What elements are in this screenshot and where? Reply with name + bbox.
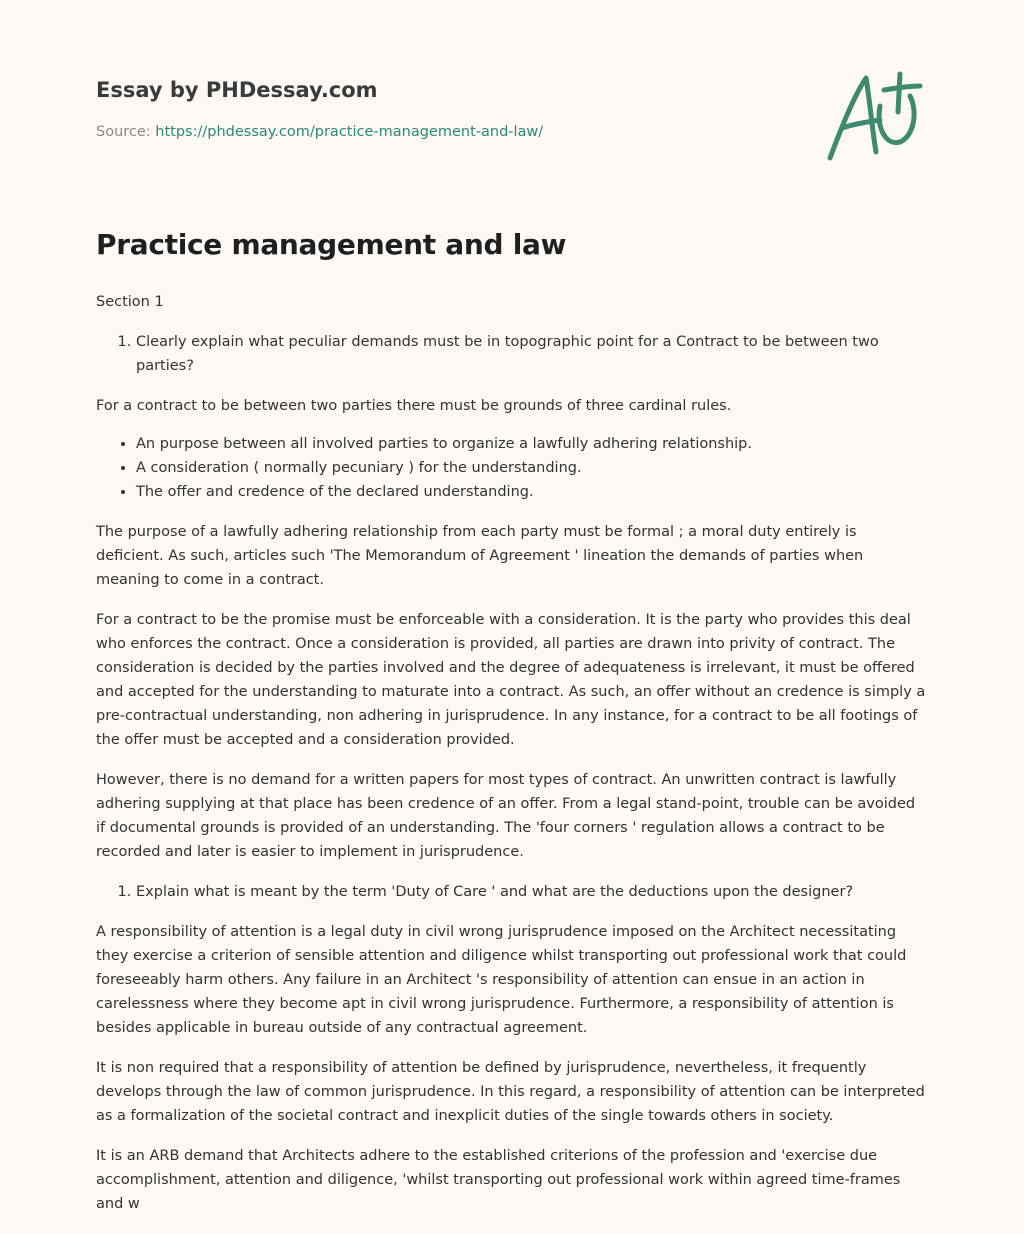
paragraph-7: It is an ARB demand that Architects adhere to the established criterions of the profession and 'exercise due accomplishment, attention and diligence, 'whilst transporting out professional work within agreed time-frames and w: [96, 1148, 901, 1212]
section-heading: Section 1: [96, 294, 164, 310]
list-item: • The offer and credence of the declared understanding.: [136, 480, 928, 504]
paragraph-4: However, there is no demand for a written papers for most types of contract. An unwritten contract is lawfully adhering supplying at that place has been credence of an offer. From a legal stand-point, trouble can be avoided if documental grounds is provided of an understanding. The 'four corners ' regulation allows a contract to be recorded and later is easier to implement in jurisprudence.: [96, 772, 916, 860]
question-1: 1. Clearly explain what peculiar demands must be in topographic point for a Contract to be between two parties?: [136, 330, 928, 378]
paragraph-3: For a contract to be the promise must be enforceable with a consideration. It is the party who provides this deal who enforces the contract. Once a consideration is provided, all parties are drawn into privity of contract. The consideration is decided by the parties involved and the degree of adequateness is irrelevant, it must be offered and accepted for the understanding to maturate into a contract. As such, an offer without an credence is simply a pre-contractual understanding, non adhering in jurisprudence. In any instance, for a contract to be all footings of the offer must be accepted and a consideration provided.: [96, 612, 926, 748]
list-item: • A consideration ( normally pecuniary ) for the understanding.: [136, 456, 928, 480]
question-2: 1. Explain what is meant by the term 'Duty of Care ' and what are the deductions upon the designer?: [136, 880, 928, 904]
source-line: [96, 124, 543, 140]
page-header: [96, 74, 543, 140]
paragraph-2: The purpose of a lawfully adhering relationship from each party must be formal ; a moral duty entirely is deficient. As such, articles such 'The Memorandum of Agreement ' lineation the demands of parties when meaning to come in a contract.: [96, 524, 864, 588]
paragraph-5: A responsibility of attention is a legal duty in civil wrong jurisprudence imposed on the Architect necessitating they exercise a criterion of sensible attention and diligence whilst transporting out professional work that could foreseeably harm others. Any failure in an Architect 's responsibility of attention can ensue in an action in carelessness where they become apt in civil wrong jurisprudence. Furthermore, a responsibility of attention is besides applicable in bureau outside of any contractual agreement.: [96, 924, 907, 1036]
paragraph-6: It is non required that a responsibility of attention be defined by jurisprudence, nevertheless, it frequently develops through the law of common jurisprudence. In this regard, a responsibility of attention can be interpreted as a formalization of the societal contract and inexplicit duties of the single towards others in society.: [96, 1060, 925, 1124]
article-body: [96, 224, 928, 1216]
source-link[interactable]: https://phdessay.com/practice-management-and-law/: [155, 124, 544, 140]
page-title: Practice management and law: [96, 228, 567, 261]
paragraph-1: For a contract to be between two parties there must be grounds of three cardinal rules.: [96, 398, 732, 414]
requirements-list: [96, 432, 928, 504]
list-item: • An purpose between all involved parties to organize a lawfully adhering relationship.: [136, 432, 928, 456]
question-list-1: [96, 330, 928, 378]
question-list-2: [96, 880, 928, 904]
a-plus-logo-icon: [820, 66, 930, 166]
site-brand: Essay by PHDessay.com: [96, 78, 378, 102]
source-label: Source:: [96, 124, 156, 140]
